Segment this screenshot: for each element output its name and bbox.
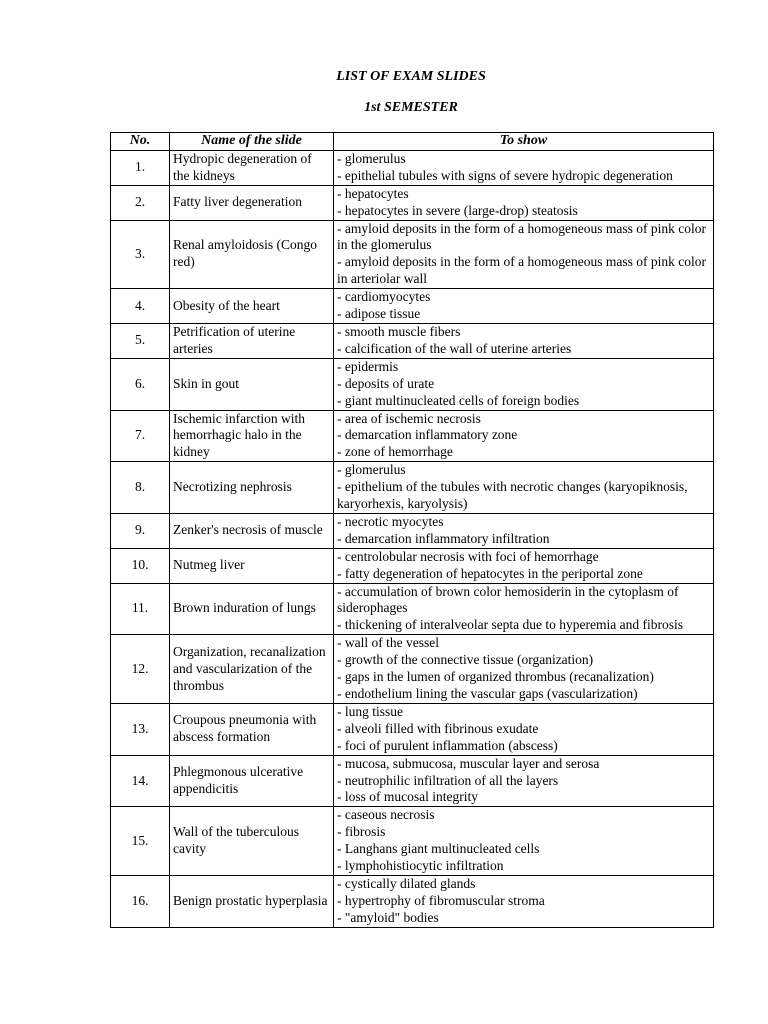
table-row <box>111 875 714 927</box>
to-show-item: - cystically dilated glands <box>337 875 476 891</box>
table-row <box>111 220 714 289</box>
slide-name: Wall of the tuberculous cavity <box>170 807 334 876</box>
to-show-cell <box>334 548 714 583</box>
slide-number: 14. <box>111 755 170 807</box>
slide-number: 11. <box>111 583 170 635</box>
to-show-item: - epidermis <box>337 358 399 374</box>
column-header-number: No. <box>111 133 170 151</box>
slide-name: Renal amyloidosis (Congo red) <box>170 220 334 289</box>
to-show-item: - amyloid deposits in the form of a homogeneous mass of pink color in the glomerulus <box>337 220 706 253</box>
to-show-item: - loss of mucosal integrity <box>337 789 478 805</box>
to-show-item: - "amyloid" bodies <box>337 909 439 925</box>
to-show-item: - smooth muscle fibers <box>337 323 461 339</box>
to-show-item: - deposits of urate <box>337 375 435 391</box>
to-show-item: - Langhans giant multinucleated cells <box>337 841 540 857</box>
table-header-row <box>111 133 714 151</box>
to-show-item: - alveoli filled with fibrinous exudate <box>337 720 539 736</box>
to-show-cell <box>334 358 714 410</box>
table-row <box>111 635 714 704</box>
table-row <box>111 755 714 807</box>
to-show-cell <box>334 583 714 635</box>
to-show-cell <box>334 220 714 289</box>
to-show-item: - glomerulus <box>337 150 406 166</box>
to-show-cell <box>334 323 714 358</box>
slide-name: Skin in gout <box>170 358 334 410</box>
to-show-item: - hypertrophy of fibromuscular stroma <box>337 892 545 908</box>
to-show-item: - amyloid deposits in the form of a homogeneous mass of pink color in arteriolar wall <box>337 254 706 287</box>
to-show-item: - glomerulus <box>337 462 406 478</box>
to-show-item: - growth of the connective tissue (organization) <box>337 652 594 668</box>
slide-number: 1. <box>111 150 170 185</box>
slide-name: Zenker's necrosis of muscle <box>170 513 334 548</box>
page-title: LIST OF EXAM SLIDES <box>336 69 486 84</box>
slide-name: Nutmeg liver <box>170 548 334 583</box>
to-show-item: - hepatocytes <box>337 185 409 201</box>
table-row <box>111 185 714 220</box>
to-show-item: - giant multinucleated cells of foreign bodies <box>337 392 580 408</box>
to-show-item: - endothelium lining the vascular gaps (vascularization) <box>337 686 638 701</box>
to-show-item: - mucosa, submucosa, muscular layer and serosa <box>337 755 600 771</box>
to-show-item: - caseous necrosis <box>337 807 435 823</box>
slide-name: Organization, recanalization and vascularization of the thrombus <box>170 635 334 704</box>
to-show-item: - thickening of interalveolar septa due to hyperemia and fibrosis <box>337 617 684 633</box>
to-show-cell <box>334 513 714 548</box>
to-show-item: - demarcation inflammatory zone <box>337 427 518 443</box>
slides-table <box>110 132 714 928</box>
to-show-item: - cardiomyocytes <box>337 289 431 305</box>
to-show-item: - epithelial tubules with signs of severe hydropic degeneration <box>337 167 673 183</box>
to-show-item: - lung tissue <box>337 703 403 719</box>
table-row <box>111 703 714 755</box>
table-row <box>111 150 714 185</box>
slide-number: 16. <box>111 875 170 927</box>
to-show-item: - gaps in the lumen of organized thrombus (recanalization) <box>337 669 654 685</box>
slide-name: Benign prostatic hyperplasia <box>170 875 334 927</box>
to-show-cell <box>334 185 714 220</box>
table-row <box>111 513 714 548</box>
to-show-cell <box>334 875 714 927</box>
to-show-item: - zone of hemorrhage <box>337 444 453 460</box>
slide-name: Obesity of the heart <box>170 289 334 324</box>
to-show-cell <box>334 703 714 755</box>
slide-name: Fatty liver degeneration <box>170 185 334 220</box>
column-header-to-show: To show <box>334 133 714 151</box>
page-subtitle: 1st SEMESTER <box>364 100 458 115</box>
to-show-item: - accumulation of brown color hemosiderin in the cytoplasm of siderophages <box>337 583 679 616</box>
to-show-item: - fibrosis <box>337 824 386 840</box>
column-header-name: Name of the slide <box>170 133 334 151</box>
slide-name: Croupous pneumonia with abscess formation <box>170 703 334 755</box>
to-show-item: - adipose tissue <box>337 306 421 322</box>
to-show-item: - demarcation inflammatory infiltration <box>337 530 550 546</box>
to-show-item: - lymphohistiocytic infiltration <box>337 858 504 874</box>
slide-number: 15. <box>111 807 170 876</box>
to-show-cell <box>334 755 714 807</box>
table-row <box>111 323 714 358</box>
table-row <box>111 358 714 410</box>
slide-number: 2. <box>111 185 170 220</box>
slide-number: 6. <box>111 358 170 410</box>
to-show-item: - necrotic myocytes <box>337 513 444 529</box>
slide-number: 10. <box>111 548 170 583</box>
slide-name: Petrification of uterine arteries <box>170 323 334 358</box>
to-show-cell <box>334 807 714 876</box>
to-show-cell <box>334 635 714 704</box>
slide-number: 12. <box>111 635 170 704</box>
slide-number: 9. <box>111 513 170 548</box>
table-row <box>111 462 714 514</box>
slide-number: 5. <box>111 323 170 358</box>
slide-name: Ischemic infarction with hemorrhagic halo in the kidney <box>170 410 334 462</box>
table-row <box>111 583 714 635</box>
to-show-item: - fatty degeneration of hepatocytes in the periportal zone <box>337 565 643 581</box>
table-row <box>111 807 714 876</box>
table-row <box>111 410 714 462</box>
to-show-item: - hepatocytes in severe (large-drop) steatosis <box>337 202 578 218</box>
slide-number: 7. <box>111 410 170 462</box>
table-body <box>111 150 714 927</box>
slide-name: Brown induration of lungs <box>170 583 334 635</box>
to-show-cell <box>334 410 714 462</box>
to-show-cell <box>334 150 714 185</box>
table-row <box>111 289 714 324</box>
to-show-item: - centrolobular necrosis with foci of hemorrhage <box>337 548 599 564</box>
to-show-cell <box>334 289 714 324</box>
to-show-item: - wall of the vessel <box>337 635 439 651</box>
to-show-item: - epithelium of the tubules with necrotic changes (karyopiknosis, karyorhexis, karyolysis) <box>337 479 688 512</box>
to-show-cell <box>334 462 714 514</box>
table-row <box>111 548 714 583</box>
to-show-item: - neutrophilic infiltration of all the layers <box>337 772 559 788</box>
to-show-item: - calcification of the wall of uterine arteries <box>337 340 572 356</box>
slide-number: 13. <box>111 703 170 755</box>
to-show-item: - foci of purulent inflammation (abscess) <box>337 737 558 753</box>
to-show-item: - area of ischemic necrosis <box>337 410 481 426</box>
slide-name: Hydropic degeneration of the kidneys <box>170 150 334 185</box>
slide-number: 4. <box>111 289 170 324</box>
slide-name: Phlegmonous ulcerative appendicitis <box>170 755 334 807</box>
slide-name: Necrotizing nephrosis <box>170 462 334 514</box>
slide-number: 8. <box>111 462 170 514</box>
slide-number: 3. <box>111 220 170 289</box>
